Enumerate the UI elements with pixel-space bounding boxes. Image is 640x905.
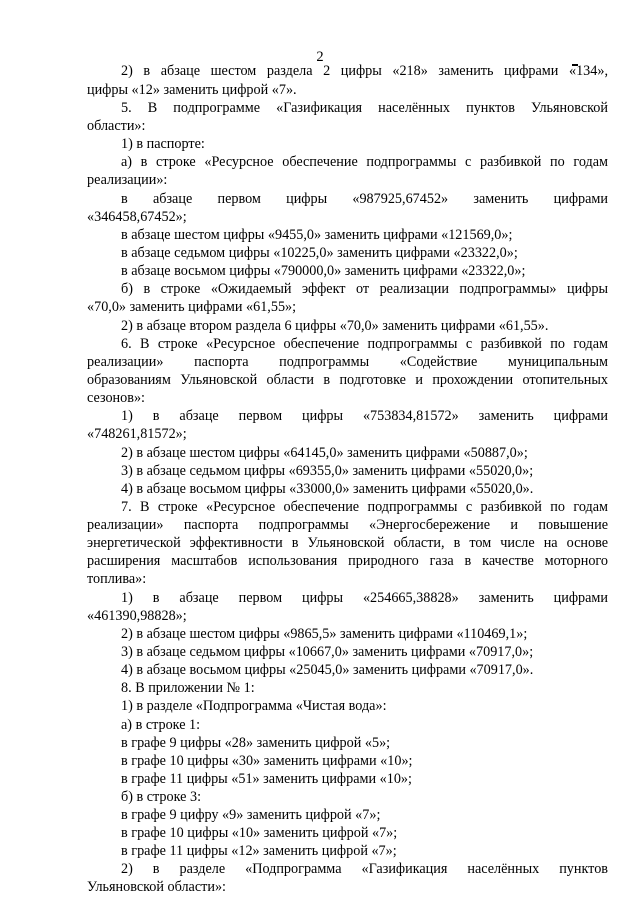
text-line: 6. В строке «Ресурсное обеспечение подпрограммы с разбивкой по годам [121,336,608,352]
text-line: образованиям Ульяновской области в подготовке и прохождении отопительных [87,372,608,388]
text-line: в графе 9 цифры «28» заменить цифрой «5»; [121,735,391,751]
text-line: 7. В строке «Ресурсное обеспечение подпрограммы с разбивкой по годам [121,499,608,515]
text-line: реализации»: [87,172,168,188]
text-line: в абзаце восьмом цифры «790000,0» заменить цифрами «23322,0»; [121,263,526,279]
text-line: а) в строке «Ресурсное обеспечение подпрограммы с разбивкой по годам [121,154,608,170]
text-line: области»: [87,118,146,134]
text-line: 1) в разделе «Подпрограмма «Чистая вода»: [121,698,387,714]
text-line: топлива»: [87,571,147,587]
text-line: реализации» паспорта подпрограммы «Энергосбережение и повышение [87,517,608,533]
text-line: 2) в абзаце шестом цифры «9865,5» заменить цифрами «110469,1»; [121,626,528,642]
text-line: «346458,67452»; [87,209,187,225]
text-line: 1) в абзаце первом цифры «254665,38828» заменить цифрами [121,590,608,606]
text-line: 1) в абзаце первом цифры «753834,81572» заменить цифрами [121,408,608,424]
text-line: реализации» паспорта подпрограммы «Содействие муниципальным [87,354,608,370]
text-line: 2) в абзаце шестом цифры «64145,0» заменить цифрами «50887,0»; [121,445,528,461]
text-line: цифры «12» заменить цифрой «7». [87,82,297,98]
text-line: в графе 9 цифру «9» заменить цифрой «7»; [121,807,381,823]
text-line: Ульяновской области»: [87,879,226,895]
text-line: 2) в абзаце шестом раздела 2 цифры «218» заменить цифрами «134», [121,63,608,79]
text-line: в графе 10 цифры «30» заменить цифрами «10»; [121,753,413,769]
text-line: «461390,98828»; [87,608,187,624]
text-line: сезонов»: [87,390,145,406]
text-line: расширения масштабов использования природного газа в качестве моторного [87,553,608,569]
text-line: б) в строке «Ожидаемый эффект от реализации подпрограммы» цифры [121,281,608,297]
text-line: в графе 10 цифры «10» заменить цифрой «7»; [121,825,398,841]
text-line: 4) в абзаце восьмом цифры «25045,0» заменить цифрами «70917,0». [121,662,534,678]
text-line: 3) в абзаце седьмом цифры «10667,0» заменить цифрами «70917,0»; [121,644,534,660]
text-line: в абзаце первом цифры «987925,67452» заменить цифрами [121,191,608,207]
text-line: 4) в абзаце восьмом цифры «33000,0» заменить цифрами «55020,0». [121,481,534,497]
text-line: в абзаце седьмом цифры «10225,0» заменить цифрами «23322,0»; [121,245,518,261]
text-line: энергетической эффективности в Ульяновской области, в том числе на основе [87,535,608,551]
text-line: 5. В подпрограмме «Газификация населённых пунктов Ульяновской [121,100,608,116]
text-line: б) в строке 3: [121,789,202,805]
text-line: в графе 11 цифры «51» заменить цифрами «10»; [121,771,412,787]
text-line: в абзаце шестом цифры «9455,0» заменить цифрами «121569,0»; [121,227,513,243]
text-line: а) в строке 1: [121,717,201,733]
text-line: «70,0» заменить цифрами «61,55»; [87,299,297,315]
text-line: 8. В приложении № 1: [121,680,255,696]
text-line: 2) в разделе «Подпрограмма «Газификация населённых пунктов [121,861,608,877]
text-line: 3) в абзаце седьмом цифры «69355,0» заменить цифрами «55020,0»; [121,463,534,479]
text-line: 2) в абзаце втором раздела 6 цифры «70,0» заменить цифрами «61,55». [121,318,549,334]
text-line: «748261,81572»; [87,426,187,442]
page-number: 2 [316,49,324,65]
text-line: 1) в паспорте: [121,136,205,152]
text-line: в графе 11 цифры «12» заменить цифрой «7»; [121,843,397,859]
